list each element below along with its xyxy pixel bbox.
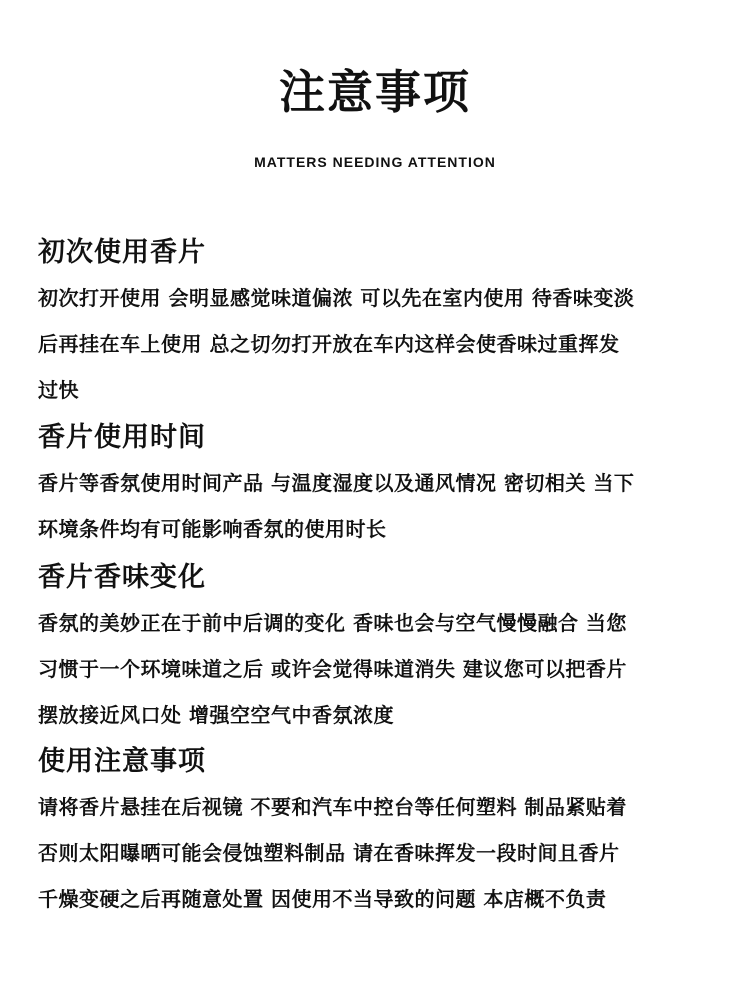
- section-text-line: 习惯于一个环境味道之后 或许会觉得味道消失 建议您可以把香片: [38, 657, 627, 681]
- section-text-line: 后再挂在车上使用 总之切勿打开放在车内这样会使香味过重挥发: [38, 332, 620, 356]
- section-first-use: [38, 235, 728, 413]
- page-subtitle: MATTERS NEEDING ATTENTION: [254, 154, 496, 170]
- section-text-line: 请将香片悬挂在后视镜 不要和汽车中控台等任何塑料 制品紧贴着: [38, 795, 627, 819]
- section-heading: 使用注意事项: [38, 746, 206, 777]
- section-usage-notes: [38, 744, 728, 922]
- section-scent-change: [38, 560, 728, 738]
- section-heading: 香片香味变化: [38, 562, 206, 593]
- section-text-line: 否则太阳曝晒可能会侵蚀塑料制品 请在香味挥发一段时间且香片: [38, 841, 620, 865]
- section-text-line: 过快: [38, 378, 79, 402]
- section-text-line: 香片等香氛使用时间产品 与温度湿度以及通风情况 密切相关 当下: [38, 471, 635, 495]
- section-text-line: 初次打开使用 会明显感觉味道偏浓 可以先在室内使用 待香味变淡: [38, 286, 635, 310]
- section-text-line: 千燥变硬之后再随意处置 因使用不当导致的问题 本店概不负责: [38, 887, 607, 911]
- section-text-line: 香氛的美妙正在于前中后调的变化 香味也会与空气慢慢融合 当您: [38, 611, 627, 635]
- section-heading: 香片使用时间: [38, 422, 206, 453]
- section-usage-time: [38, 420, 728, 552]
- section-text-line: 环境条件均有可能影响香氛的使用时长: [38, 517, 387, 541]
- section-heading: 初次使用香片: [38, 237, 206, 268]
- section-text-line: 摆放接近风口处 增强空空气中香氛浓度: [38, 703, 394, 727]
- page-title: 注意事项: [279, 65, 471, 119]
